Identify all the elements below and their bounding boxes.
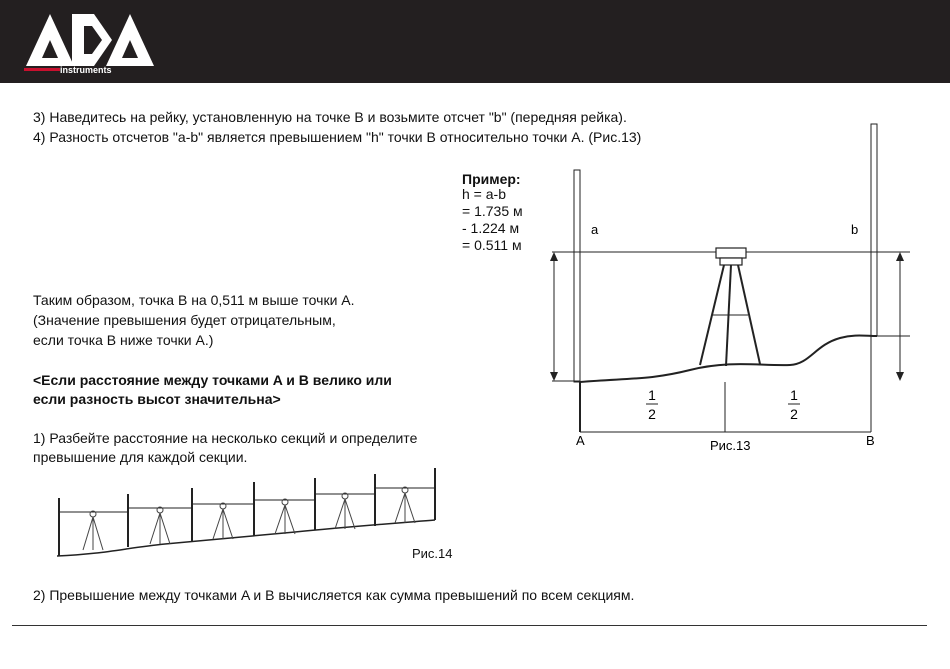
figure-13 bbox=[540, 120, 920, 460]
staff-b bbox=[871, 124, 877, 336]
conclusion-line-2: (Значение превышения будет отрицательным, bbox=[33, 312, 336, 328]
conclusion-line-3: если точка B ниже точки A.) bbox=[33, 332, 214, 348]
staff-a bbox=[574, 170, 580, 382]
fraction-left-num: 1 bbox=[648, 387, 656, 403]
long-distance-heading-1: <Если расстояние между точками A и B велико или bbox=[33, 372, 392, 388]
example-line-3: - 1.224 м bbox=[462, 220, 520, 236]
level-instrument bbox=[700, 248, 760, 366]
example-title: Пример: bbox=[462, 171, 521, 187]
brand-sub: instruments bbox=[60, 65, 112, 75]
section-tripods bbox=[83, 487, 415, 550]
point-a-label: A bbox=[576, 433, 585, 448]
point-b-label: B bbox=[866, 433, 875, 448]
staff-b-label: b bbox=[851, 222, 859, 237]
example-line-2: = 1.735 м bbox=[462, 203, 523, 219]
step-4-text: 4) Разность отсчетов "a-b" является превышением "h" точки B относительно точки A. (Рис.13) bbox=[33, 129, 642, 145]
long-distance-heading-2: если разность высот значительна> bbox=[33, 391, 281, 407]
fig14-caption: Рис.14 bbox=[412, 546, 453, 561]
sight-lines bbox=[59, 488, 435, 512]
sub-step-1-line-1: 1) Разбейте расстояние на несколько секций и определите bbox=[33, 430, 418, 446]
example-line-4: = 0.511 м bbox=[462, 237, 522, 253]
example-line-1: h = a-b bbox=[462, 186, 506, 202]
header-bar bbox=[0, 0, 950, 83]
fig13-caption: Рис.13 bbox=[710, 438, 751, 453]
staff-a-label: a bbox=[591, 222, 599, 237]
step-3-text: 3) Наведитесь на рейку, установленную на точке B и возьмите отсчет "b" (передняя рейка). bbox=[33, 109, 627, 125]
slope-ground bbox=[57, 520, 435, 556]
fraction-right-den: 2 bbox=[790, 406, 798, 422]
fraction-left-den: 2 bbox=[648, 406, 656, 422]
footer-divider bbox=[12, 625, 927, 626]
ada-logo bbox=[22, 8, 162, 78]
ground-profile bbox=[580, 336, 877, 383]
sub-step-1-line-2: превышение для каждой секции. bbox=[33, 449, 248, 465]
conclusion-line-1: Таким образом, точка B на 0,511 м выше точки A. bbox=[33, 292, 355, 308]
sub-step-2-text: 2) Превышение между точками A и B вычисляется как сумма превышений по всем секциям. bbox=[33, 587, 635, 603]
fraction-right-num: 1 bbox=[790, 387, 798, 403]
figure-14 bbox=[45, 462, 445, 562]
